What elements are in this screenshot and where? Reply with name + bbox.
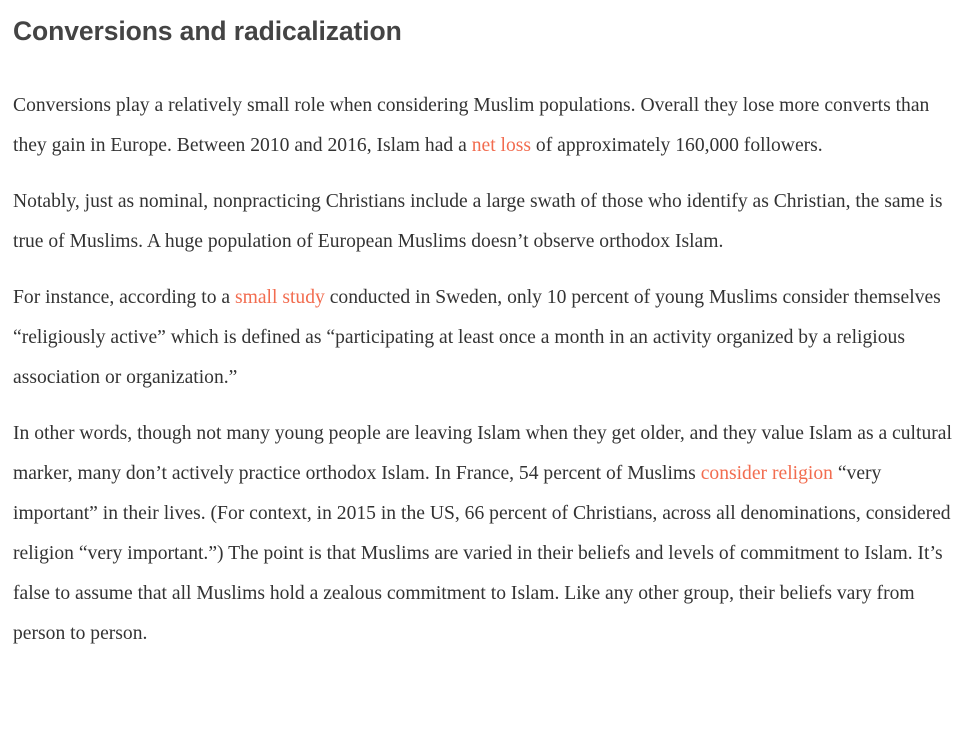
consider-religion-link[interactable]: consider religion — [700, 463, 833, 484]
paragraph-other-words — [13, 414, 953, 654]
small-study-link[interactable]: small study — [235, 287, 325, 308]
paragraph-text: For instance, according to a — [13, 287, 235, 308]
paragraph-text: of approximately 160,000 followers. — [531, 135, 823, 156]
paragraph-text: conducted in Sweden, only 10 percent of young Muslims consider themselves “religiously active” which is defined as “participating at least once a month in an activity organized by a religious association or organization.” — [13, 287, 941, 388]
net-loss-link[interactable]: net loss — [471, 135, 532, 156]
section-heading: Conversions and radicalization — [13, 16, 402, 46]
paragraph-net-loss — [13, 86, 953, 166]
paragraph-text: “very important” in their lives. (For context, in 2015 in the US, 66 percent of Christians, across all denominations, considered religion “very important.”) The point is that Muslims are varied in their beliefs and levels of commitment to Islam. It’s false to assume that all Muslims hold a zealous commitment to Islam. Like any other group, their beliefs vary from person to person. — [13, 463, 951, 644]
paragraph-nominal-muslims: Notably, just as nominal, nonpracticing Christians include a large swath of those who identify as Christian, the same is true of Muslims. A huge population of European Muslims doesn’t observe orthodox Islam. — [13, 191, 943, 252]
paragraph-text: In other words, though not many young people are leaving Islam when they get older, and they value Islam as a cultural marker, many don’t actively practice orthodox Islam. In France, 54 percent of Muslims — [13, 423, 952, 484]
paragraph-text: Conversions play a relatively small role when considering Muslim populations. Overall they lose more converts than they gain in Europe. Between 2010 and 2016, Islam had a — [13, 95, 930, 156]
paragraph-sweden-study — [13, 278, 953, 398]
article-section — [13, 0, 953, 654]
